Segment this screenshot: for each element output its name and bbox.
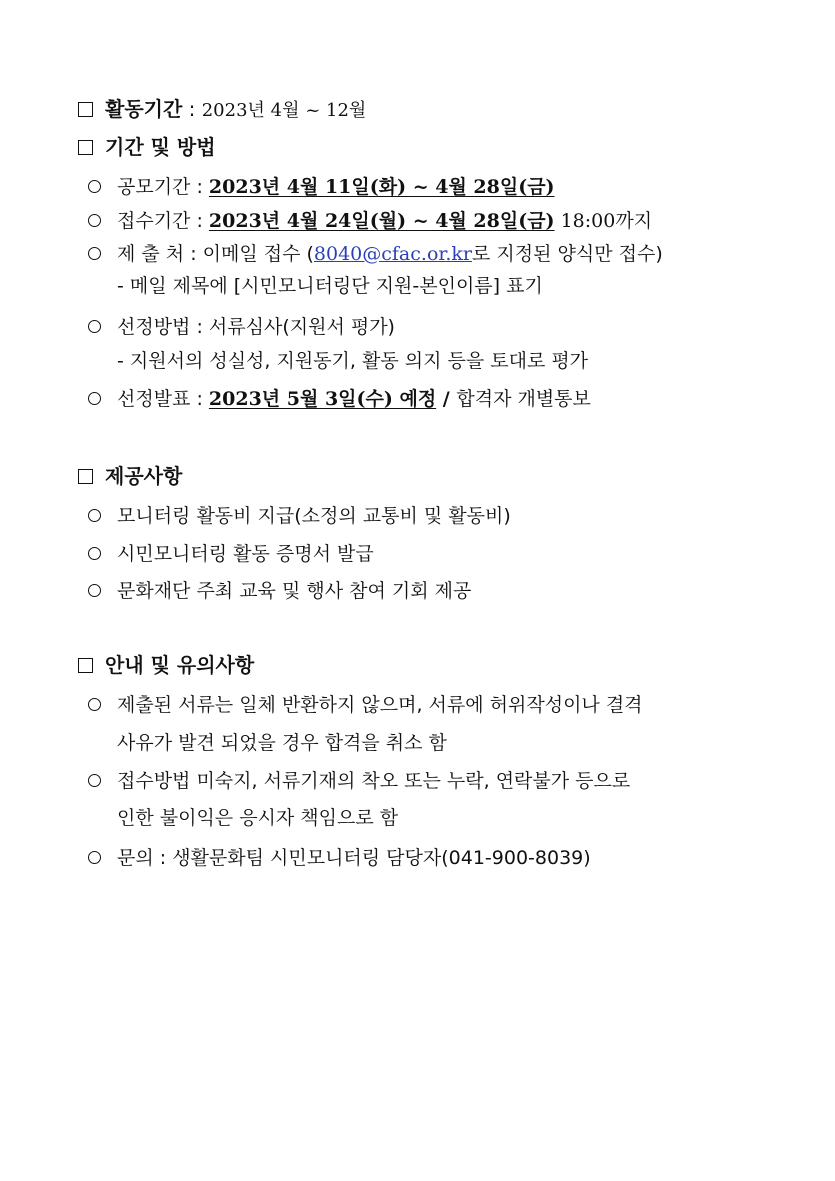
period-sep: : <box>182 97 202 121</box>
receive-suffix: 18:00까지 <box>554 210 653 232</box>
checkbox-square-icon <box>78 102 93 117</box>
select-label: 선정방법 <box>117 316 191 338</box>
inquiry-label: 문의 <box>117 847 154 869</box>
submit-prefix: 이메일 접수 ( <box>202 243 314 265</box>
submit-subnote: - 메일 제목에 [시민모니터링단 지원-본인이름] 표기 <box>117 275 543 297</box>
provided-item <box>88 503 511 529</box>
announce-suffix: 합격자 개별통보 <box>456 388 591 410</box>
circle-bullet-icon <box>88 392 101 405</box>
receive-value: 2023년 4월 24일(월) ~ 4월 28일(금) <box>208 210 555 232</box>
method-label: 기간 및 방법 <box>105 135 216 159</box>
announce-slash: / <box>436 388 457 410</box>
notice-label: 안내 및 유의사항 <box>105 653 255 677</box>
method-submit <box>88 241 663 267</box>
circle-bullet-icon <box>88 509 101 522</box>
section-notice <box>78 652 254 678</box>
method-recruit <box>88 174 555 200</box>
notice-item-continuation: 사유가 발견 되었을 경우 합격을 취소 함 <box>117 732 447 754</box>
notice-item <box>88 845 591 871</box>
announce-sep: : <box>190 388 209 410</box>
provided-item <box>88 541 374 567</box>
notice-item-text: 접수방법 미숙지, 서류기재의 착오 또는 누락, 연락불가 등으로 <box>117 770 631 792</box>
circle-bullet-icon <box>88 851 101 864</box>
circle-bullet-icon <box>88 247 101 260</box>
submit-suffix: 로 지정된 양식만 접수) <box>472 243 663 265</box>
checkbox-square-icon <box>78 469 93 484</box>
checkbox-square-icon <box>78 658 93 673</box>
select-value: 서류심사(지원서 평가) <box>208 316 395 338</box>
email-link[interactable]: 8040@cfac.or.kr <box>313 243 473 265</box>
provided-item-text: 모니터링 활동비 지급(소정의 교통비 및 활동비) <box>117 505 511 527</box>
notice-item-text: 제출된 서류는 일체 반환하지 않으며, 서류에 허위작성이나 결격 <box>117 694 643 716</box>
section-method <box>78 134 216 160</box>
recruit-sep: : <box>190 176 209 198</box>
circle-bullet-icon <box>88 180 101 193</box>
inquiry-sep: : <box>153 847 173 869</box>
section-period <box>78 96 366 124</box>
circle-bullet-icon <box>88 214 101 227</box>
checkbox-square-icon <box>78 140 93 155</box>
announce-value: 2023년 5월 3일(수) 예정 <box>208 388 437 410</box>
circle-bullet-icon <box>88 774 101 787</box>
select-subnote: - 지원서의 성실성, 지원동기, 활동 의지 등을 토대로 평가 <box>117 350 589 372</box>
provided-label: 제공사항 <box>105 464 183 488</box>
notice-item-continuation: 인한 불이익은 응시자 책임으로 함 <box>117 807 399 829</box>
method-receive <box>88 208 652 234</box>
receive-sep: : <box>190 210 209 232</box>
provided-item-text: 문화재단 주최 교육 및 행사 참여 기회 제공 <box>117 580 472 602</box>
method-announce <box>88 386 591 412</box>
section-provided <box>78 463 182 489</box>
circle-bullet-icon <box>88 698 101 711</box>
circle-bullet-icon <box>88 547 101 560</box>
recruit-value: 2023년 4월 11일(화) ~ 4월 28일(금) <box>208 176 555 198</box>
period-value: 2023년 4월 ~ 12월 <box>201 100 367 121</box>
receive-label: 접수기간 <box>117 210 191 232</box>
announce-label: 선정발표 <box>117 388 191 410</box>
inquiry-value: 생활문화팀 시민모니터링 담당자(041-900-8039) <box>172 847 591 869</box>
select-sep: : <box>190 316 209 338</box>
recruit-label: 공모기간 <box>117 176 191 198</box>
circle-bullet-icon <box>88 320 101 333</box>
submit-sep: : <box>184 243 203 265</box>
circle-bullet-icon <box>88 584 101 597</box>
provided-item-text: 시민모니터링 활동 증명서 발급 <box>117 543 374 565</box>
notice-item <box>88 768 630 794</box>
provided-item <box>88 578 471 604</box>
submit-label: 제 출 처 <box>117 243 185 265</box>
notice-item <box>88 692 643 718</box>
period-label: 활동기간 <box>105 97 183 121</box>
method-select <box>88 314 395 340</box>
